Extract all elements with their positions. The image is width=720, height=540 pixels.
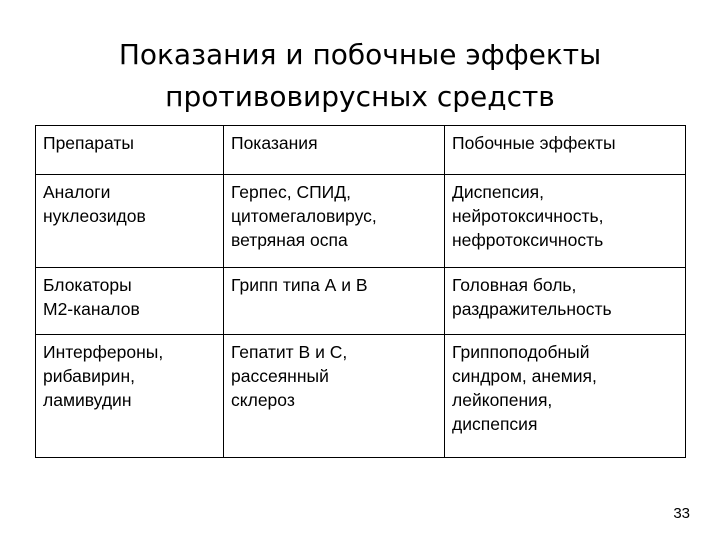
- cell-line: нуклеозидов: [43, 206, 146, 226]
- slide-title: [0, 34, 720, 118]
- cell-line: М2-каналов: [43, 299, 140, 319]
- antiviral-table: [35, 125, 686, 458]
- page-number: 33: [673, 505, 690, 522]
- indications-cell: [224, 335, 445, 458]
- cell-line: Герпес, СПИД,: [231, 182, 351, 202]
- cell-line: лейкопения,: [452, 390, 553, 410]
- cell-line: раздражительность: [452, 299, 612, 319]
- cell-line: нейротоксичность,: [452, 206, 604, 226]
- cell-line: Головная боль,: [452, 275, 577, 295]
- cell-line: Гепатит В и С,: [231, 342, 348, 362]
- drugs-cell: [36, 335, 224, 458]
- cell-line: рибавирин,: [43, 366, 135, 386]
- cell-line: Гриппоподобный: [452, 342, 590, 362]
- side-effects-cell: [445, 175, 686, 268]
- indications-cell: [224, 175, 445, 268]
- drugs-cell: [36, 175, 224, 268]
- table-row: [36, 268, 686, 335]
- header-cell-side-effects: Побочные эффекты: [445, 126, 686, 175]
- cell-line: цитомегаловирус,: [231, 206, 377, 226]
- side-effects-cell: [445, 268, 686, 335]
- cell-line: синдром, анемия,: [452, 366, 597, 386]
- header-cell-indications: Показания: [224, 126, 445, 175]
- cell-line: Аналоги: [43, 182, 111, 202]
- cell-line: Грипп типа А и В: [231, 275, 368, 295]
- cell-line: ламивудин: [43, 390, 132, 410]
- header-cell-drugs: Препараты: [36, 126, 224, 175]
- table-row: [36, 335, 686, 458]
- cell-line: склероз: [231, 390, 295, 410]
- cell-line: Интерфероны,: [43, 342, 164, 362]
- drugs-cell: [36, 268, 224, 335]
- cell-line: Диспепсия,: [452, 182, 544, 202]
- cell-line: ветряная оспа: [231, 230, 348, 250]
- table-header-row: [36, 126, 686, 175]
- slide-title-line-2: противовирусных средств: [165, 80, 555, 113]
- slide-title-line-1: Показания и побочные эффекты: [118, 38, 602, 71]
- cell-line: Блокаторы: [43, 275, 132, 295]
- indications-cell: [224, 268, 445, 335]
- cell-line: диспепсия: [452, 414, 538, 434]
- table-row: [36, 175, 686, 268]
- cell-line: рассеянный: [231, 366, 329, 386]
- cell-line: нефротоксичность: [452, 230, 604, 250]
- side-effects-cell: [445, 335, 686, 458]
